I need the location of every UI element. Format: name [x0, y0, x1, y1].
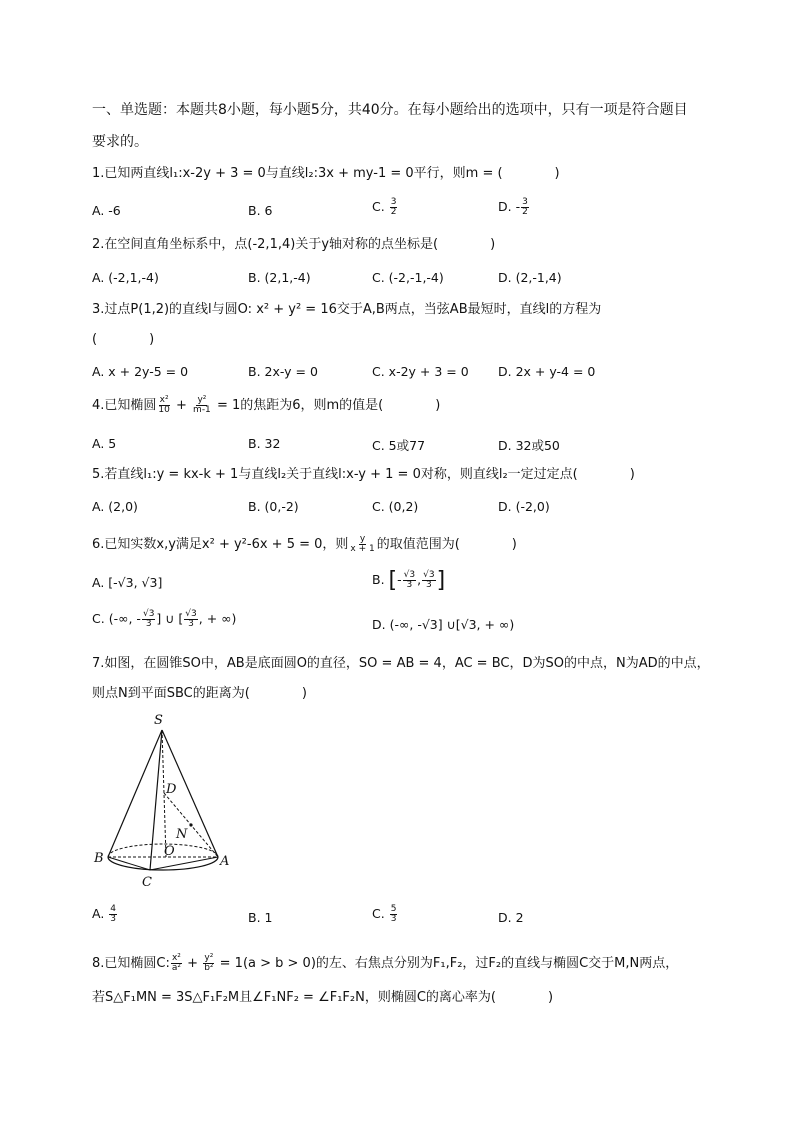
q7-stem-line1: 7.如图，在圆锥SO中，AB是底面圆O的直径，SO = AB = 4，AC = BC，D为SO的中点，N为AD的中点， — [92, 656, 710, 671]
q6-option-b: B. [- $\frac{√3}{3}$ , $\frac{√3}{3}$ ] — [372, 568, 446, 593]
q2-option-a: A. (-2,1,-4) — [92, 270, 159, 285]
q1-option-b: B. 6 — [248, 203, 273, 218]
q5-option-b: B. (0,-2) — [248, 499, 299, 514]
q4-stem: 4.已知椭圆 $\frac{\text{x²}}{10}$ + $\frac{\text{y²}}{m-1}$ = 1的焦距为6，则m的值是( ) — [92, 395, 441, 415]
edge-SC — [150, 730, 162, 870]
q5-option-d: D. (-2,0) — [498, 499, 550, 514]
section-heading-line2: 要求的。 — [92, 134, 148, 150]
edge-SB — [108, 730, 162, 857]
chord-AC — [150, 857, 218, 870]
q3-option-b: B. 2x-y = 0 — [248, 364, 318, 379]
base-ellipse-front — [108, 857, 218, 870]
point-N — [189, 823, 192, 826]
q3-option-a: A. x + 2y-5 = 0 — [92, 364, 189, 379]
q2-option-c: C. (-2,-1,-4) — [372, 270, 444, 285]
q4-option-b: B. 32 — [248, 436, 281, 451]
q3-stem-line1: 3.过点P(1,2)的直线l与圆O: x² + y² = 16交于A,B两点，当弦AB最短时，直线l的方程为 — [92, 302, 602, 317]
q7-option-b: B. 1 — [248, 910, 273, 925]
label-A: A — [220, 854, 230, 869]
q6-option-c: C. (-∞, - $\frac{√3}{3}$ ] ∪ [ $\frac{√3}{3}$ , + ∞) — [92, 609, 237, 629]
q1-stem: 1.已知两直线l₁:x-2y + 3 = 0与直线l₂:3x + my-1 = 0平行，则m = ( ) — [92, 166, 560, 181]
base-ellipse-back — [108, 844, 218, 857]
q3-stem-line2: ( ) — [92, 332, 155, 347]
cone-diagram — [90, 710, 240, 895]
q5-option-a: A. (2,0) — [92, 499, 138, 514]
q2-option-d: D. (2,-1,4) — [498, 270, 562, 285]
label-B: B — [94, 851, 104, 866]
q6-stem: 6.已知实数x,y满足x² + y²-6x + 5 = 0，则 $\frac{y}{x + 1}$ 的取值范围为( ) — [92, 534, 517, 554]
q8-stem-line2: 若S△F₁MN = 3S△F₁F₂M且∠F₁NF₂ = ∠F₁F₂N，则椭圆C的离心率为( ) — [92, 990, 554, 1005]
section-heading-line1: 一、单选题：本题共8小题，每小题5分，共40分。在每小题给出的选项中，只有一项是符合题目 — [92, 102, 688, 118]
q3-option-d: D. 2x + y-4 = 0 — [498, 364, 596, 379]
q2-stem: 2.在空间直角坐标系中，点(-2,1,4)关于y轴对称的点坐标是( ) — [92, 237, 496, 252]
q1-option-c: C. $\frac{3}{2}$ — [372, 197, 397, 217]
q4-option-a: A. 5 — [92, 436, 117, 451]
q7-option-d: D. 2 — [498, 910, 524, 925]
q2-option-b: B. (2,1,-4) — [248, 270, 311, 285]
label-D: D — [166, 782, 177, 797]
q7-option-c: C. $\frac{5}{3}$ — [372, 904, 397, 924]
q8-stem-line1: 8.已知椭圆C: $\frac{\text{x²}}{\text{a²}}$ + $\frac{\text{y²}}{\text{b²}}$ = 1(a > b > 0)的左、右焦点分别为F₁,F₂，过F₂的直线与椭圆C交于M,N两点， — [92, 953, 679, 973]
q4-option-d: D. 32或50 — [498, 438, 560, 453]
label-O: O — [164, 844, 175, 859]
q1-option-d: D. - $\frac{3}{2}$ — [498, 197, 528, 217]
q7-option-a: A. $\frac{4}{3}$ — [92, 904, 117, 924]
q5-option-c: C. (0,2) — [372, 499, 419, 514]
q3-option-c: C. x-2y + 3 = 0 — [372, 364, 469, 379]
label-N: N — [176, 827, 188, 842]
label-S: S — [154, 713, 163, 728]
q1-option-a: A. -6 — [92, 203, 121, 218]
q6-option-a: A. [-√3, √3] — [92, 575, 163, 590]
q4-option-c: C. 5或77 — [372, 438, 426, 453]
q7-stem-line2: 则点N到平面SBC的距离为( ) — [92, 686, 307, 701]
q5-stem: 5.若直线l₁:y = kx-k + 1与直线l₂关于直线l:x-y + 1 = 0对称，则直线l₂一定过定点( ) — [92, 467, 635, 482]
label-C: C — [142, 875, 152, 890]
q6-option-d: D. (-∞, -√3] ∪[√3, + ∞) — [372, 617, 515, 632]
